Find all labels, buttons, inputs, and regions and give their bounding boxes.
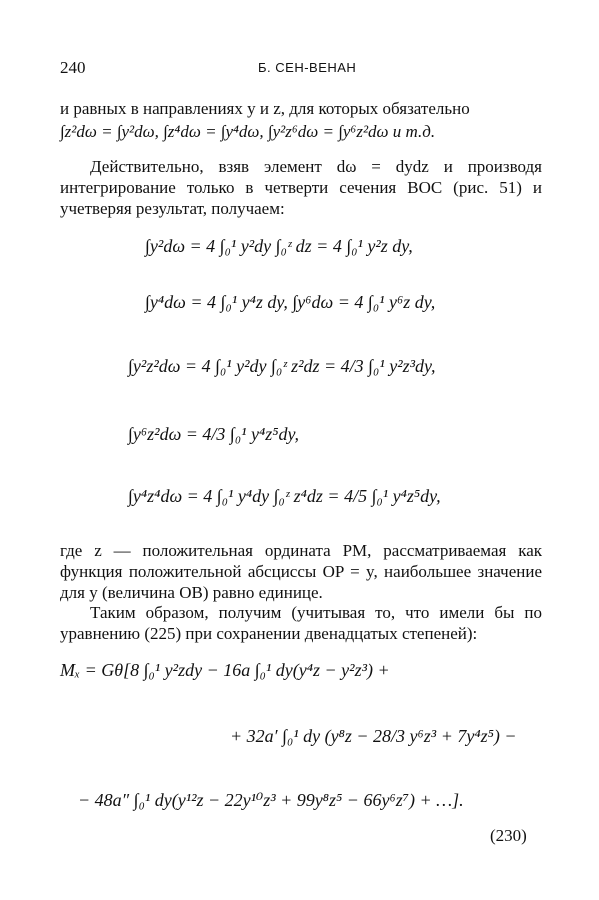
running-head: Б. СЕН-ВЕНАН xyxy=(258,60,357,75)
page-header xyxy=(60,58,540,82)
equation-7-line-1: Mₓ = Gθ[8 ∫₀¹ y²zdy − 16a ∫₀¹ dy(y⁴z − y²z³) + xyxy=(60,660,390,680)
page-number: 240 xyxy=(60,58,86,77)
paragraph-2: Действительно, взяв элемент dω = dydz и производя интегрирование только в четверти сечения BOC (рис. 51) и учетверяя результат, получаем: xyxy=(60,157,542,218)
equation-7-line-2: + 32a′ ∫₀¹ dy (y⁸z − 28/3 y⁶z³ + 7y⁴z⁵) − xyxy=(230,726,517,746)
equation-number: (230) xyxy=(490,826,527,845)
paragraph-4: Таким образом, получим (учитывая то, что имели бы по уравнению (225) при сохранении двенадцатых степеней): xyxy=(60,603,542,643)
equation-2: ∫y²dω = 4 ∫₀¹ y²dy ∫₀ᶻ dz = 4 ∫₀¹ y²z dy, xyxy=(145,236,413,256)
equation-4: ∫y²z²dω = 4 ∫₀¹ y²dy ∫₀ᶻ z²dz = 4/3 ∫₀¹ y²z³dy, xyxy=(128,356,436,376)
equation-5: ∫y⁶z²dω = 4/3 ∫₀¹ y⁴z⁵dy, xyxy=(128,424,300,444)
paragraph-1: и равных в направлениях y и z, для которых обязательно xyxy=(60,99,470,118)
paragraph-3: где z — положительная ордината PM, рассматриваемая как функция положительной абсциссы OP = y, наибольшее значение для y (величина OB) равно единице. xyxy=(60,541,542,602)
equation-1: ∫z²dω = ∫y²dω, ∫z⁴dω = ∫y⁴dω, ∫y²z⁶dω = ∫y⁶z²dω и т.д. xyxy=(60,122,436,141)
equation-3: ∫y⁴dω = 4 ∫₀¹ y⁴z dy, ∫y⁶dω = 4 ∫₀¹ y⁶z dy, xyxy=(145,292,436,312)
equation-7-line-3: − 48a″ ∫₀¹ dy(y¹²z − 22y¹⁰z³ + 99y⁸z⁵ − 66y⁶z⁷) + …]. xyxy=(78,790,464,810)
equation-6: ∫y⁴z⁴dω = 4 ∫₀¹ y⁴dy ∫₀ᶻ z⁴dz = 4/5 ∫₀¹ y⁴z⁵dy, xyxy=(128,486,441,506)
